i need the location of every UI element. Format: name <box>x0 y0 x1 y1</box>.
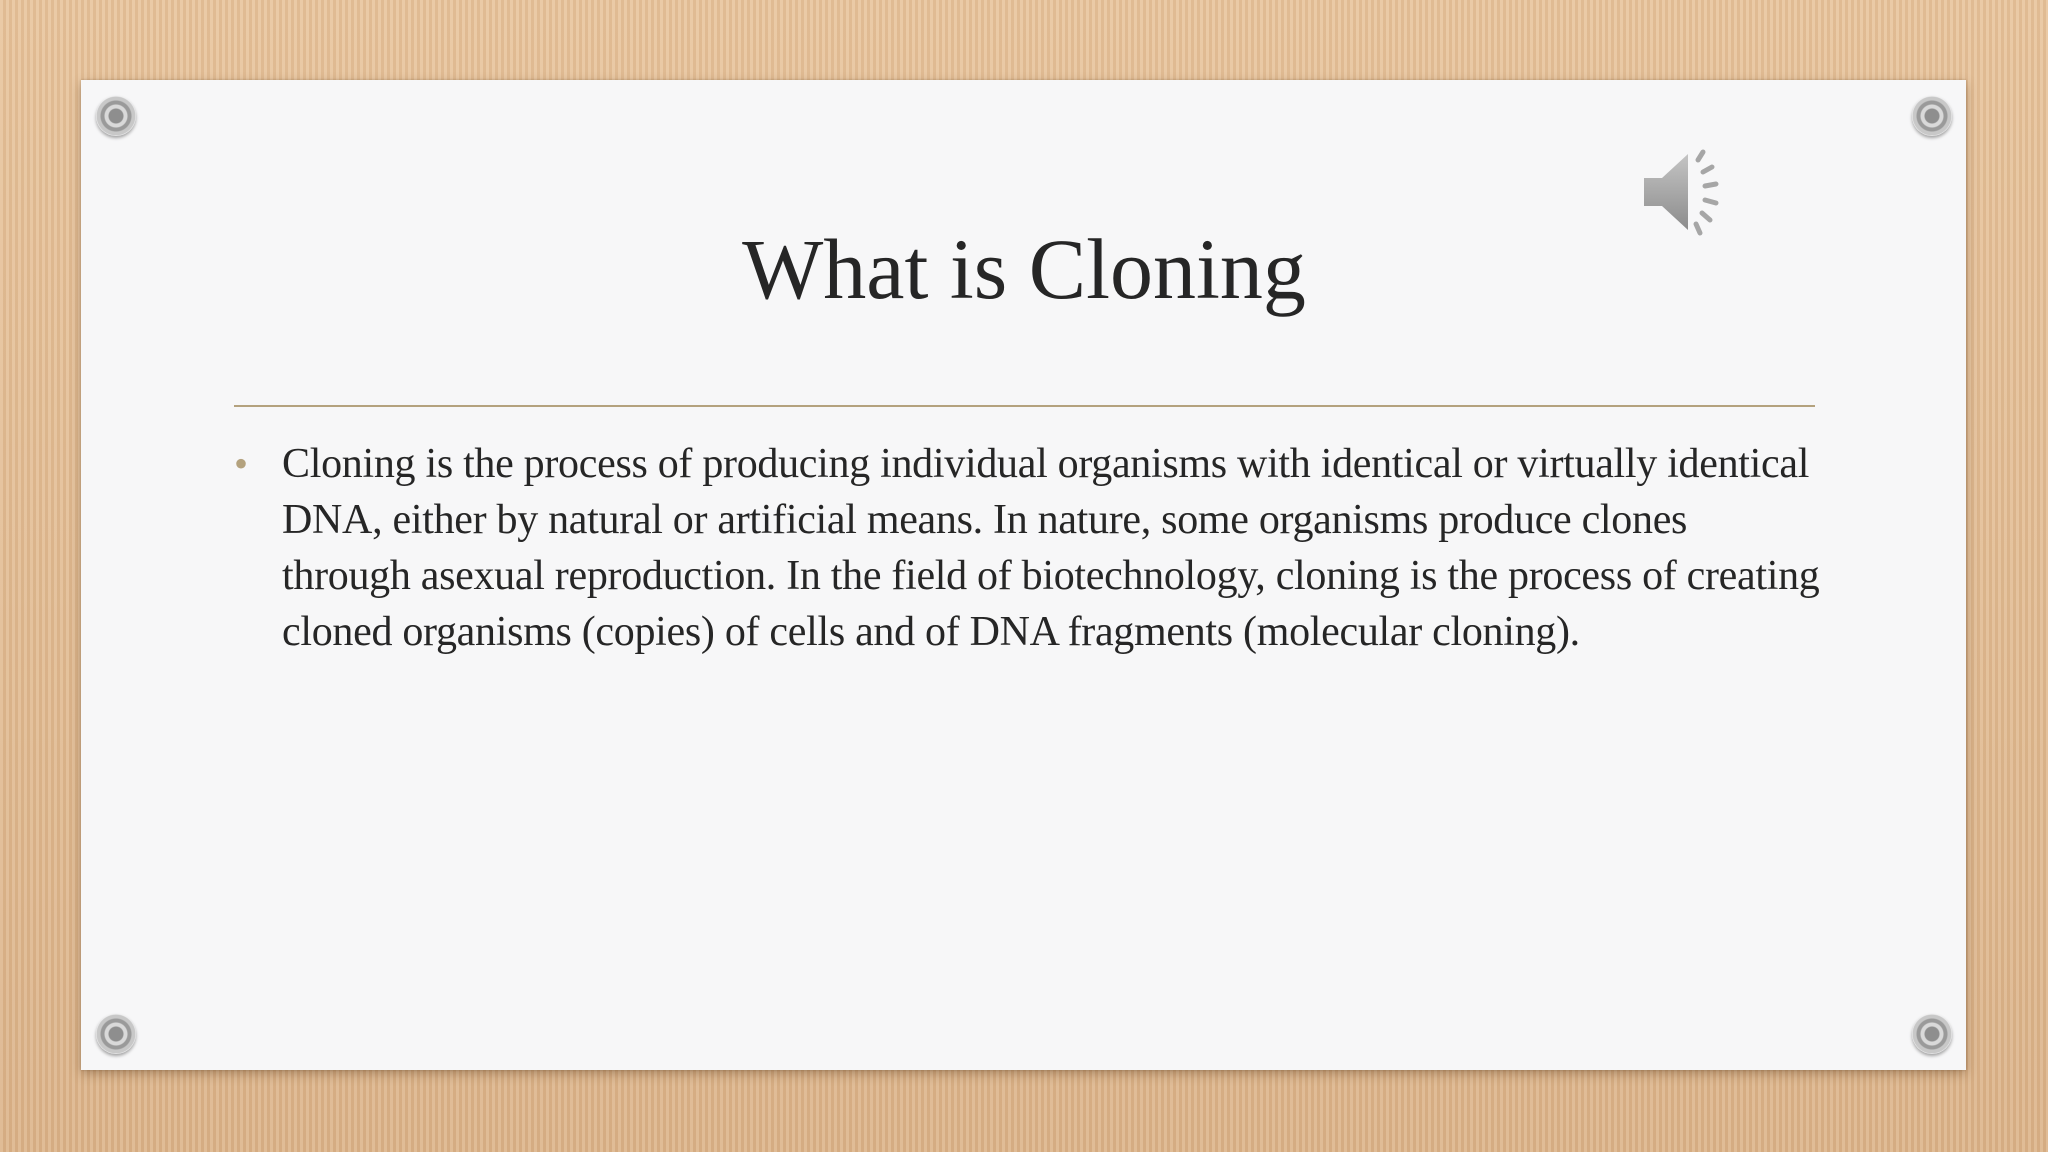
screw-icon <box>1912 1014 1952 1054</box>
screw-icon <box>96 1014 136 1054</box>
slide-title: What is Cloning <box>742 221 1306 317</box>
slide-content <box>234 436 1824 660</box>
title-divider <box>234 405 1815 407</box>
screw-icon <box>1912 96 1952 136</box>
bullet-item <box>234 436 1824 660</box>
bullet-icon: • <box>234 441 249 486</box>
screw-icon <box>96 96 136 136</box>
bullet-text: Cloning is the process of producing individual organisms with identical or virtually identical DNA, either by natural or artificial means. In nature, some organisms produce clones through asexual reproduction. In the field of biotechnology, cloning is the process of creating cloned organisms (copies) of cells and of DNA fragments (molecular cloning). <box>282 441 1820 655</box>
